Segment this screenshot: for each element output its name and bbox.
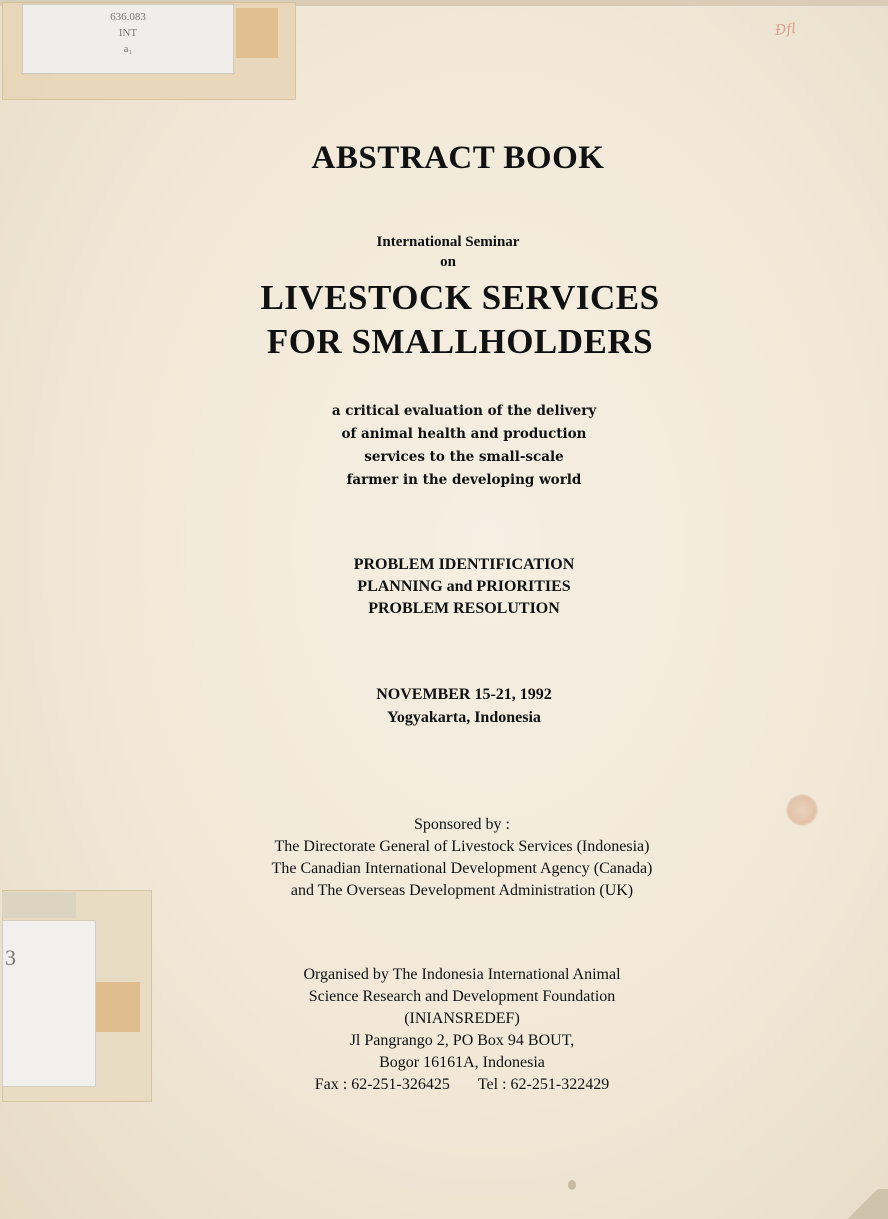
sponsor-line-1: The Directorate General of Livestock Services (Indonesia) [274,838,650,855]
document-title: ABSTRACT BOOK [311,140,605,176]
paper-speck [568,1180,576,1190]
seminar-heading [4,232,888,272]
event-location: Yogyakarta, Indonesia [387,709,541,726]
subtitle-line-4: farmer in the developing world [346,472,582,488]
handwritten-mark: Ðfl [774,20,797,40]
organiser-line-2: Science Research and Development Foundation [308,988,616,1005]
seminar-title [16,276,888,364]
theme-line-3: PROBLEM RESOLUTION [368,600,560,617]
event-details [20,683,888,729]
corner-fold [838,1189,888,1219]
call-suffix: a₁ [123,43,133,55]
organiser-line-3: (INIANSREDEF) [404,1010,520,1027]
seminar-line-1: International Seminar [376,234,520,250]
fax-number: Fax : 62-251-326425 [314,1076,450,1093]
theme-line-2: PLANNING and PRIORITIES [357,578,571,595]
library-call-number-label [22,4,234,74]
call-code: INT [118,27,138,39]
tel-number: Tel : 62-251-322429 [477,1076,610,1093]
contact-line [18,1074,888,1096]
sponsors-heading: Sponsored by : [414,816,510,833]
seminar-subtitle [20,400,888,492]
seminar-themes [20,554,888,620]
seminar-title-line-2: FOR SMALLHOLDERS [266,322,654,361]
event-date: NOVEMBER 15-21, 1992 [376,686,552,703]
organiser-address-1: Jl Pangrango 2, PO Box 94 BOUT, [349,1032,575,1049]
subtitle-line-1: a critical evaluation of the delivery [331,403,597,419]
theme-line-1: PROBLEM IDENTIFICATION [353,556,575,573]
seminar-title-line-1: LIVESTOCK SERVICES [260,278,660,317]
sponsor-line-3: and The Overseas Development Administration (UK) [290,882,634,899]
spine-label-text: 3 [5,945,16,970]
tape-patch-top [236,8,278,58]
subtitle-line-3: services to the small-scale [364,449,564,465]
organiser-address-2: Bogor 16161A, Indonesia [379,1054,545,1071]
call-number: 636.083 [110,11,146,23]
sponsor-line-2: The Canadian International Development Agency (Canada) [271,860,653,877]
organiser-line-1: Organised by The Indonesia International Animal [303,966,621,983]
subtitle-line-2: of animal health and production [341,426,587,442]
organiser-section [18,964,888,1096]
seminar-line-2: on [440,254,456,270]
sponsors-section [18,814,888,902]
